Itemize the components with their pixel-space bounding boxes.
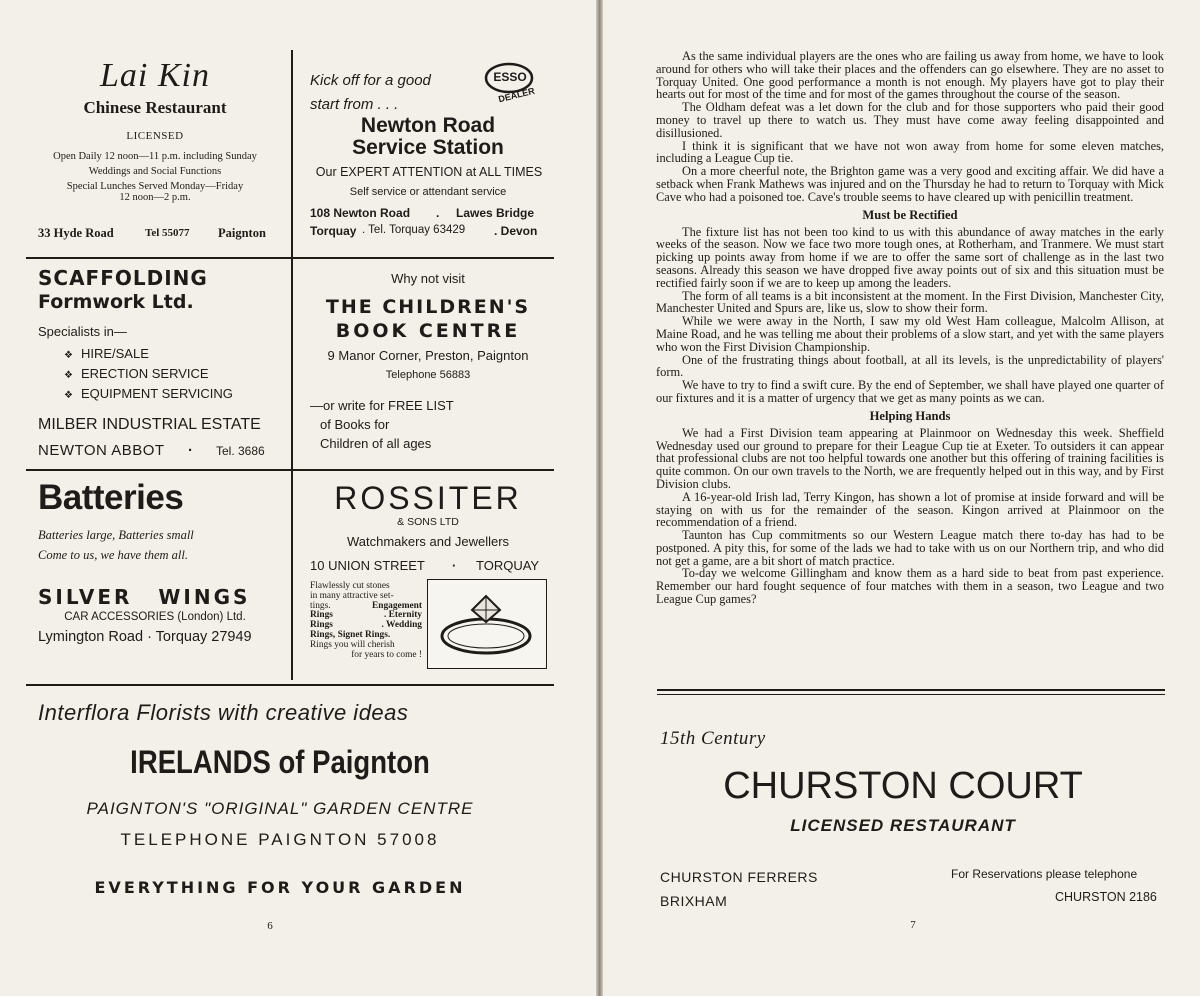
irelands-name: IRELANDS of Paignton — [130, 744, 430, 780]
right-page-number: 7 — [910, 919, 916, 931]
article-paragraph: A 16-year-old Irish lad, Terry Kingon, has shown a lot of promise at inside forward and will be staying on with us for the remainder of the season. Kingon arrived at Plainmoor on the recommendation of a friend. — [656, 489, 1164, 530]
churston-licensed: LICENSED RESTAURANT — [790, 816, 1016, 835]
lai-kin-ad — [30, 58, 280, 203]
left-page — [0, 0, 596, 996]
scaffolding-item-label: ERECTION SERVICE — [80, 366, 209, 381]
scaffolding-specialists: Specialists in— — [38, 324, 127, 339]
blurb-line: Rings — [310, 620, 333, 631]
churston-place-2: BRIXHAM — [660, 893, 728, 909]
article-paragraph: I think it is significant that we have not won away from home for some eleven matches, including a League Cup tie. — [656, 138, 1164, 166]
article-paragraph: The Oldham defeat was a let down for the club and for those supporters who paid their good money to travel up there to watch us. They must have come away feeling disappointed and disillusioned. — [656, 100, 1164, 140]
esso-tel: . Tel. Torquay 63429 — [362, 224, 466, 236]
article-paragraph: The fixture list has not been too kind to us with this abundance of away matches in the early weeks of the season. Now we face two more tough ones, at Rotherham, and Tranmere. We must start picking up points away from home if we are to offer the same sort of challenge as in the last two seasons. Already this season we have dropped five away points out of six and this situation must be rectified fairly soon if we are to keep up among the leaders. — [656, 224, 1164, 290]
rossiter-trade: Watchmakers and Jewellers — [346, 534, 510, 549]
article-paragraph: As the same individual players are the ones who are failing us away from home, we have to look around for others who will take their places and the offenders can go elsewhere. They are no asset to Torquay United. One good performance a month is not enough. My players have got to play their hearts out for most of the time and for most of the games throughout the course of the season. — [656, 49, 1164, 102]
article-paragraph: To-day we welcome Gillingham and know them as a hard side to beat from past experience. Remember our hard fought sequence of four matches with them in a season, two League and two League Cup games? — [656, 566, 1164, 607]
esso-dealer: DEALER — [497, 85, 536, 105]
double-rule-bottom — [657, 694, 1165, 695]
blurb-line: Rings — [310, 610, 333, 621]
scaffolding-item-label: EQUIPMENT SERVICING — [80, 386, 233, 401]
churston-reservations: For Reservations please telephone — [951, 867, 1138, 881]
lai-kin-licensed: LICENSED — [126, 130, 184, 142]
scaffolding-item-2 — [64, 366, 209, 381]
irelands-everything: EVERYTHING FOR YOUR GARDEN — [94, 878, 466, 897]
article-paragraph: Taunton has Cup commitments so our Western League match there to-day has had to be postponed. A pity this, for some of the lads we had to take with us on our Northern trip, and who did not get a game, are a bit short of match practice. — [656, 528, 1164, 568]
batteries-title: Batteries — [38, 478, 184, 517]
churston-place-1: CHURSTON FERRERS — [660, 869, 818, 885]
rossiter-town: TORQUAY — [476, 558, 540, 573]
divider-horizontal-1 — [26, 257, 554, 259]
childrens-why: Why not visit — [391, 271, 465, 286]
rossiter-blurb — [310, 582, 422, 660]
churston-tel: CHURSTON 2186 — [1055, 890, 1157, 904]
lai-kin-subtitle: Chinese Restaurant — [83, 98, 227, 117]
scaffolding-estate: MILBER INDUSTRIAL ESTATE — [38, 416, 261, 433]
ring-icon — [428, 580, 545, 667]
childrens-tel: Telephone 56883 — [385, 369, 471, 381]
lai-kin-lunches: Special Lunches Served Monday—Friday — [66, 181, 244, 192]
right-page — [603, 0, 1200, 996]
esso-county: . Devon — [494, 224, 538, 238]
lai-kin-functions: Weddings and Social Functions — [88, 166, 222, 177]
double-rule-top — [657, 689, 1165, 691]
childrens-write-3: Children of all ages — [320, 436, 432, 451]
book-spine — [596, 0, 603, 996]
scaffolding-name-1: SCAFFOLDING — [38, 266, 208, 290]
rossiter-street: 10 UNION STREET — [310, 558, 425, 573]
scaffolding-town: NEWTON ABBOT — [38, 442, 165, 459]
lai-kin-name: Lai Kin — [100, 57, 210, 94]
esso-attention: Our EXPERT ATTENTION at ALL TIMES — [315, 165, 543, 179]
blurb-line: . Wedding — [381, 620, 422, 631]
lai-kin-tel: Tel 55077 — [145, 227, 190, 239]
diamond-bullet-icon: ❖ — [64, 390, 73, 401]
childrens-name-2: BOOK CENTRE — [335, 320, 521, 342]
article-paragraph: We had a First Division team appearing at Plainmoor on Wednesday this week. Sheffield Wednesday used our ground to prepare for their League Cup tie at Exeter. To outsiders it can appear that professional clubs are not too helpful towards one another but this offering of training facilities is quite common. On our own travels to the North, we are frequently helped out in this way, and by First Division clubs. — [656, 425, 1164, 491]
churston-name: CHURSTON COURT — [723, 765, 1083, 807]
blurb-line: Rings, Signet Rings. — [310, 629, 391, 640]
article-heading: Helping Hands — [869, 408, 951, 423]
scaffolding-sep: · — [188, 442, 193, 459]
blurb-line: tings. — [310, 600, 331, 611]
silver-wings-sub: CAR ACCESSORIES (London) Ltd. — [64, 611, 246, 623]
article-paragraph: While we were away in the North, I saw my old West Ham colleague, Malcolm Allison, at Maine Road, and he was telling me about their problems of a slow start, and yet with the same players who won the First Division Championship. — [656, 314, 1164, 354]
rossiter-name: ROSSITER — [334, 480, 522, 516]
blurb-line: . Eternity — [383, 610, 422, 621]
blurb-line: in many attractive set- — [310, 590, 394, 601]
blurb-line: Flawlessly cut stones — [310, 581, 390, 591]
batteries-line-2: Come to us, we have them all. — [38, 548, 188, 562]
article-heading: Must be Rectified — [862, 207, 958, 222]
lai-kin-address: 33 Hyde Road — [38, 226, 114, 240]
rossiter-sep: · — [452, 558, 457, 573]
esso-name-1: Newton Road — [360, 114, 496, 137]
divider-horizontal-3 — [26, 684, 554, 686]
article-body — [656, 50, 1164, 606]
left-page-number: 6 — [267, 920, 273, 932]
esso-tagline-1: Kick off for a good — [310, 72, 431, 89]
esso-address-1: 108 Newton Road — [310, 206, 411, 220]
article-paragraph: We have to try to find a swift cure. By the end of September, we shall have played one quarter of our fixtures and it is a matter of urgency that we get as many points as we can. — [656, 378, 1164, 405]
esso-address-2: Lawes Bridge — [456, 206, 535, 220]
silver-wings-address: Lymington Road · Torquay 27949 — [38, 629, 252, 645]
esso-service: Self service or attendant service — [349, 186, 507, 198]
esso-logo — [482, 60, 542, 108]
scaffolding-item-3 — [64, 386, 233, 401]
irelands-tel: TELEPHONE PAIGNTON 57008 — [120, 830, 440, 849]
childrens-write-1: —or write for FREE LIST — [310, 398, 454, 413]
article-paragraph: One of the frustrating things about football, at all its levels, is the unpredictability of players' form. — [656, 352, 1164, 380]
childrens-write-2: of Books for — [320, 417, 390, 432]
childrens-address: 9 Manor Corner, Preston, Paignton — [327, 348, 529, 363]
esso-logo-text: ESSO — [493, 70, 527, 84]
scaffolding-name-2: Formwork Ltd. — [38, 291, 194, 313]
article-paragraph: On a more cheerful note, the Brighton game was a very good and exciting affair. We did have a setback when Frank Mathews was injured and on the Thursday he had to return to Torquay with Mick Cave who had a poisoned toe. Cave's trouble seems to have cleared up with penicillin treatment. — [656, 164, 1164, 204]
divider-vertical — [291, 50, 293, 680]
article-paragraph: The form of all teams is a bit inconsistent at the moment. In the First Division, Manchester City, Manchester United and Spurs are, like us, slow to show their form. — [656, 288, 1164, 316]
esso-name-2: Service Station — [352, 136, 504, 159]
lai-kin-hours: Open Daily 12 noon—11 p.m. including Sunday — [53, 151, 257, 162]
scaffolding-item-1 — [64, 346, 149, 361]
rossiter-sons: & SONS LTD — [397, 516, 459, 528]
esso-tagline-2: start from . . . — [310, 96, 399, 113]
scaffolding-item-label: HIRE/SALE — [80, 346, 149, 361]
silver-wings-name: SILVER WINGS — [38, 585, 251, 609]
batteries-line-1: Batteries large, Batteries small — [38, 528, 194, 542]
scaffolding-tel: Tel. 3686 — [216, 444, 265, 458]
blurb-line: Engagement — [372, 600, 422, 611]
lai-kin-town: Paignton — [218, 226, 266, 240]
churston-century: 15th Century — [660, 728, 766, 749]
diamond-bullet-icon: ❖ — [64, 350, 73, 361]
lai-kin-lunch-hours: 12 noon—2 p.m. — [119, 192, 191, 203]
ring-frame — [427, 579, 547, 669]
irelands-tagline: Interflora Florists with creative ideas — [38, 700, 409, 725]
blurb-line: Rings you will cherish — [310, 639, 395, 650]
childrens-name-1: THE CHILDREN'S — [325, 296, 531, 318]
blurb-line: for years to come ! — [351, 649, 422, 660]
divider-horizontal-2 — [26, 469, 554, 471]
irelands-garden: PAIGNTON'S "ORIGINAL" GARDEN CENTRE — [86, 799, 474, 818]
esso-town: Torquay — [310, 224, 357, 238]
esso-dot: . — [436, 206, 440, 220]
diamond-bullet-icon: ❖ — [64, 370, 73, 381]
